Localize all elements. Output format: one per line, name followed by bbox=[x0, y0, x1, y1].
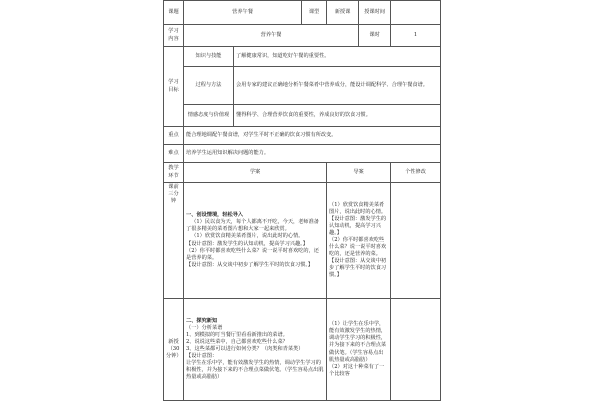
stage1-notes bbox=[391, 183, 441, 299]
section-heading: 一、创设情境，轻松导入 bbox=[186, 212, 244, 219]
topic-value: 营养午餐 bbox=[184, 1, 302, 25]
guide-paragraph: （1）让学生在乐中学，能有效激发学生的热情，调动学生学习的积极性，并为接下来的不合理点菜做伏笔。（学生容易点出肌热量或高脂肪） bbox=[329, 321, 387, 363]
stage1-guide bbox=[327, 183, 391, 299]
section-heading: 二、探究新知 bbox=[186, 317, 218, 324]
study-paragraph: 2、说说这些菜中，自己都喜欢吃些什么菜？ bbox=[186, 338, 288, 345]
goal-row-attitude bbox=[164, 105, 441, 127]
study-paragraph: 1、到模拟的叮当餐厅里看看新推出的菜谱。 bbox=[186, 331, 288, 338]
stage1-study bbox=[184, 183, 327, 299]
difficulty-text: 培养学生运用知识解决问题的能力。 bbox=[184, 145, 441, 163]
goals-label: 学习目标 bbox=[164, 47, 184, 127]
notes-header: 个性修改 bbox=[391, 163, 441, 183]
stage1-row bbox=[164, 183, 441, 299]
study-paragraph: 3、这些菜都可以进行如何分类？（肉类和青菜类） bbox=[186, 345, 304, 352]
guide-paragraph: （1）欣赏饮食精美菜肴图片，说出此时的心情。 bbox=[329, 201, 387, 215]
design-intent: 【设计意图：从交谈中初步了解学生平时的饮食习惯。】 bbox=[186, 261, 314, 268]
goal-name: 情感态度与价值观 bbox=[184, 105, 234, 127]
hours-label: 课时 bbox=[359, 25, 391, 47]
type-value: 新授课 bbox=[327, 1, 359, 25]
key-point-label: 重点 bbox=[164, 127, 184, 145]
difficulty-label: 难点 bbox=[164, 145, 184, 163]
design-intent: 【设计意图：激发学生的认知动机，提高学习兴趣。】 bbox=[329, 215, 387, 236]
difficulty-row bbox=[164, 145, 441, 163]
key-point-text: 能合理地调配午餐食谱，对学生平时不正确的饮食习惯有所改变。 bbox=[184, 127, 441, 145]
guide-header: 导案 bbox=[327, 163, 391, 183]
guide-paragraph: （2）对这十种菜有了一个比较客 bbox=[329, 363, 385, 377]
study-paragraph: （一）分析菜谱 bbox=[186, 324, 223, 331]
goal-text: 了解健康常识，知道吃好午餐的重要性。 bbox=[234, 47, 441, 67]
study-paragraph: （1）民以食为天，每个人都离不开吃，今天，老师准备了很多精美的菜肴图片想和大家一起来欣赏。 bbox=[186, 219, 319, 233]
time-value bbox=[391, 1, 441, 25]
stage1-label: 课前三分钟 bbox=[164, 183, 184, 299]
stage2-notes bbox=[391, 299, 441, 401]
study-paragraph: （2）你平时都喜欢吃些什么菜？说一说平时喜欢吃的，还是营养的菜。 bbox=[186, 247, 319, 261]
goal-name: 知识与技能 bbox=[184, 47, 234, 67]
goal-text: 会用专家的建议正确地分析午餐菜肴中营养成分，能设计调配科学、合理午餐食谱。 bbox=[234, 67, 441, 105]
design-intent: 【设计意图：从交谈中初步了解学生平时的饮食习惯。】 bbox=[329, 258, 387, 279]
goal-row-process bbox=[164, 67, 441, 105]
stage2-guide bbox=[327, 299, 391, 401]
lesson-plan-table bbox=[163, 0, 441, 401]
study-header: 学案 bbox=[184, 163, 327, 183]
stage2-row bbox=[164, 299, 441, 401]
key-point-row bbox=[164, 127, 441, 145]
design-intent: 【设计意图： bbox=[186, 353, 218, 359]
goal-text: 懂得科学、合理营养饮食的重要性，养成良好的饮食习惯。 bbox=[234, 105, 441, 127]
steps-header-row bbox=[164, 163, 441, 183]
steps-label: 教学环节 bbox=[164, 163, 184, 183]
design-intent: 【设计意图：激发学生的认知动机，提高学习兴趣。】 bbox=[186, 240, 308, 247]
goal-name: 过程与方法 bbox=[184, 67, 234, 105]
goal-row-knowledge bbox=[164, 47, 441, 67]
study-paragraph: 让学生在乐中学，能有效激发学生的热情，调动学生学习的积极性，并为接下来的不合理点菜做伏笔。（学生容易点出肌热量或高脂肪） bbox=[186, 360, 324, 381]
content-label: 学习内容 bbox=[164, 25, 184, 47]
study-paragraph: （1）欣赏饮食精美菜肴图片，说出此时的心情。 bbox=[191, 233, 304, 240]
type-label: 课型 bbox=[302, 1, 327, 25]
topic-label: 课题 bbox=[164, 1, 184, 25]
lesson-plan-page bbox=[163, 0, 440, 400]
header-row bbox=[164, 1, 441, 25]
time-label: 授课时间 bbox=[359, 1, 391, 25]
content-row bbox=[164, 25, 441, 47]
guide-paragraph: （2）你平时都喜欢吃些什么菜？说一说平时喜欢吃的，还是营养的菜。 bbox=[329, 236, 387, 258]
hours-value: 1 bbox=[391, 25, 441, 47]
content-value: 营养午餐 bbox=[184, 25, 359, 47]
stage2-study bbox=[184, 299, 327, 401]
stage2-label: 新授（30分钟） bbox=[164, 299, 184, 401]
